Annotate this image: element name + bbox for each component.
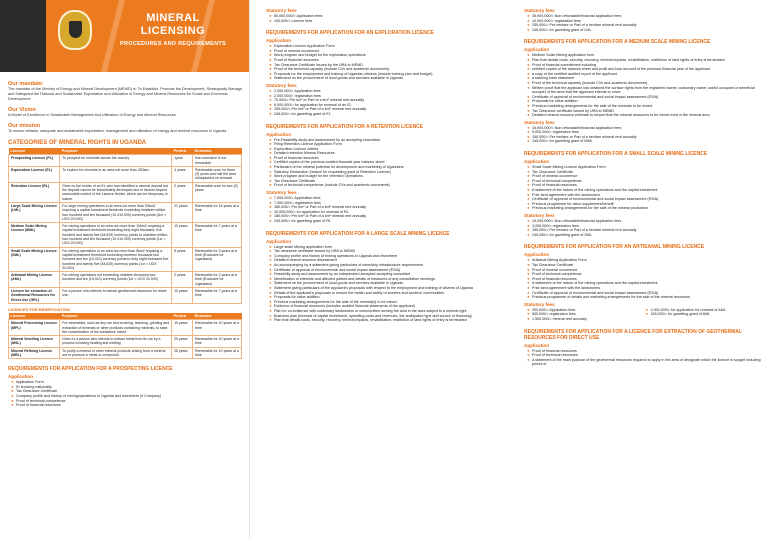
list-item: ❖ Previous marketing arrangements for the sale of the mineral(s) to be mined — [270, 300, 501, 305]
list-item: ❖ Tax clearance certificate issued by URA to MEMD — [270, 249, 501, 254]
large-scale-list — [266, 245, 501, 323]
list-item: ❖ Proof of mineral occurrence — [528, 174, 761, 179]
mandate-heading: Our mandate: — [8, 81, 44, 87]
table-cell: Retention Licence (RL) — [9, 182, 60, 202]
list-item: ❖ Proof of mineral occurrence — [528, 268, 761, 273]
list-item: ❖ Tax Clearance Certificate — [270, 179, 501, 184]
list-item: ❖ Proof of financial resources — [528, 183, 761, 188]
list-item: ❖ Certificate of approval of environmental and social impact assessment (ESIA) — [528, 95, 761, 100]
list-item: ❖ 500,000/= registration fees — [528, 312, 643, 317]
geothermal-list — [524, 349, 761, 367]
table-cell: Mineral Processing Licence (MPL) — [9, 320, 60, 336]
table-cell: 21 years — [172, 202, 193, 222]
large-scale-application-label: Application — [266, 238, 292, 244]
list-item: ❖ Certificate of approval of environmental and social impact assessment (ESIA) — [528, 197, 761, 202]
artisanal-fees-heading: Statutory fees — [524, 301, 555, 307]
table-cell: 2 years — [172, 272, 193, 288]
mission-heading: Our mission — [8, 123, 41, 129]
column-header: Licence — [9, 148, 60, 155]
medium-scale-fees-heading: Statutory fees — [524, 119, 555, 125]
artisanal-list — [524, 258, 761, 299]
list-item: ❖ 3,000,000/= registration fees — [528, 224, 761, 229]
list-item: ❖ 7,000,000/= Application fees — [270, 196, 501, 201]
artisanal-fees-list-left — [524, 308, 643, 322]
list-item: ❖ Pre-Feasibility study and assessment by an accepting consultant — [270, 138, 501, 143]
prospecting-application-label: Application — [8, 374, 34, 380]
table-cell: Mineral Refining Licence (MRL) — [9, 347, 60, 359]
table-cell: Renewable for 2 years at a time (Exclusive for Ugandans) — [193, 272, 242, 288]
table-cell: To prospect for minerals across the country — [60, 155, 172, 167]
retention-application-label: Application — [266, 131, 292, 137]
table-cell: For mining operations in an area not more than 5km2 requiring a capital investment threshold exceeding nineteen thousand four hundred and ten (19,410) currency points to forty eight thousand five hundred and twenty five (48,525) currency points (1cr = UGX 20,000) — [60, 247, 172, 271]
table-cell: Mineral Smelting Licence (MSL) — [9, 336, 60, 348]
list-item: ❖ Proof of technical competence — [528, 179, 761, 184]
table-header-row — [9, 313, 242, 320]
list-item: ❖ 6,000,000/= for application for renewal of an EL — [270, 103, 501, 108]
medium-scale-fees-list — [524, 126, 761, 144]
table-cell: For large mining operations in an area not more than 50km2 requiring a capital investment threshold exceeding nineteen million four hundred and ten thousand (19,410,000) currency points (Ucr = UGX 20,000) — [60, 202, 172, 222]
list-item: ❖ Detailed mineral resource assessment — [270, 258, 501, 263]
table-cell: For mineralists, such as any ore and crushing, leaching, grinding and extraction of minerals or other products containing minerals, to raise the concentration of the substance mined — [60, 320, 172, 336]
small-scale-list — [524, 165, 761, 211]
list-item: ❖ 5,000,000/= registration fees — [528, 130, 761, 135]
list-item: ❖ Work program and budget for the retention Operations — [270, 174, 501, 179]
list-item: ❖ Work program and budget for the exploration operations — [270, 53, 501, 58]
list-item: ❖ Proof of technical competence — [528, 272, 761, 277]
list-item: ❖ Certificate of approval of environmental and social impact assessment (ESIA) — [528, 291, 761, 296]
list-item: ❖ 180,000/= Per km² or Part of a km² mineral rent annually — [270, 205, 501, 210]
categories-table-body — [9, 155, 242, 304]
list-item: ❖ Exploration Licence criteria — [270, 147, 501, 152]
list-item: ❖ Previous programme of details and marketing arrangements for the sale of the mineral resources — [528, 295, 761, 300]
list-item: ❖ Proof of financial resources — [12, 403, 242, 408]
retention-fees-list — [266, 196, 501, 224]
list-item: ❖ Proof of financial resources — [270, 156, 501, 161]
table-cell: For mining operations in an area not more than 10km2 requiring a capital investment threshold exceeding forty eight thousand, five hundred and twenty five (48,525) currency points to nineteen million, four hundred and ten thousand (19,410,000) currency points (1cr = UGX 20,000) — [60, 223, 172, 247]
vision-text: A Model of Excellence in Sustainable Management and Utilization of Energy and Mineral Resources — [8, 113, 176, 117]
table-cell: Licence for extraction of Geothermal Resources for Direct Use (GRL) — [9, 288, 60, 304]
brochure-title: MINERAL LICENSING — [140, 12, 206, 37]
coat-of-arms-icon — [58, 10, 92, 50]
list-item: ❖ Previous programme for value supplement/benefit — [528, 202, 761, 207]
table-cell: Small Scale Mining Licence (SML) — [9, 247, 60, 271]
table-cell: Large Scale Mining Licence (LML) — [9, 202, 60, 222]
list-item: ❖ Tax Clearance certificate issued by URA to MEMD — [528, 109, 761, 114]
list-item: ❖ Proposals for value addition — [528, 99, 761, 104]
list-item: ❖ Proof of the technical capacity (include CVs and academic documents) — [528, 81, 761, 86]
list-item: ❖ Proof of technical competence — [12, 399, 242, 404]
list-item: ❖ Statutory Declaration (reason for requesting grant of Retention Licence) — [270, 170, 501, 175]
list-item: ❖ Application Form — [12, 380, 242, 385]
list-item: ❖ Proof of mineral occurrence — [270, 49, 501, 54]
list-item: ❖ 245,000/= for gazetting grant of LML — [528, 28, 761, 33]
list-item: ❖ Proof of financial resources — [528, 349, 761, 354]
list-item: ❖ Tax Clearance Certificate — [528, 263, 761, 268]
table-cell: Renewable for 10 years at a time — [193, 336, 242, 348]
list-item: ❖ Proof of financial resources — [270, 58, 501, 63]
list-item: ❖ Large scale Mining application form — [270, 245, 501, 250]
table-cell: Renewable for 7 years at a time — [193, 223, 242, 247]
table-row — [9, 202, 242, 222]
list-item: ❖ A statement of the nature of the mining operations and the capital investment — [528, 188, 761, 193]
list-item: ❖ Particulars of the mineral potential for development and marketing of Ugandans — [270, 165, 501, 170]
column-header: Licence — [9, 313, 60, 320]
table-cell: Renewable for 10 years at a time — [193, 320, 242, 336]
column-header: Period — [172, 148, 193, 155]
list-item: ❖ Details of the applicant's proposals to ensure the health and safety of workers and workers' communities — [270, 291, 501, 296]
table-cell: For mining operations not exceeding nineteen thousand four hundred and ten (19,410) currency points (1cr = UGX 20,000) — [60, 272, 172, 288]
table-cell: Medium Scale Mining Licence (MML) — [9, 223, 60, 247]
column-header: Purpose — [60, 313, 172, 320]
list-item: ❖ 7,000,000/= registration fees — [270, 201, 501, 206]
list-item: ❖ Detailed retention Mineral Resources — [270, 151, 501, 156]
mandate-text: The mandate of the Ministry of Energy and Mineral Development (MEMD) is: To Establish, Promote the Development, Strategically Manage and Safeguard the Rational and Sustainable Exploitation and Utilization of Energy and Mineral Resources for Social and Economic Development. — [8, 87, 242, 101]
prospecting-heading: REQUIREMENTS FOR APPLICATION FOR A PROSPECTING LICENCE — [8, 366, 173, 373]
table-cell: 15 years — [172, 320, 193, 336]
list-item: ❖ 245,000/= for gazetting grant of SML — [528, 233, 761, 238]
list-item: ❖ Written proof that the applicant has obtained the surface rights from the registered owner, customary owner, lawful occupant or beneficial occupier of the area that the applicant intends to cover — [528, 86, 761, 95]
list-item: ❖ 10,000,000/= Non-refundable/financial application fees — [528, 219, 761, 224]
table-cell: Given to a person who intends to extract metal from its ore by a process involving heating and melting — [60, 336, 172, 348]
list-item: ❖ 150,000/= Per hectare or Part of a hectare mineral rent annually — [528, 228, 761, 233]
table-cell: To purify a mineral or other mineral products arising from a mineral ore to produce a metal or compound — [60, 347, 172, 359]
table-row — [9, 320, 242, 336]
small-scale-heading: REQUIREMENTS FOR APPLICATION FOR A SMALL SCALE MINING LICENCE — [524, 151, 708, 158]
table-cell: 5 years — [172, 247, 193, 271]
list-item: ❖ Tax Clearance Certificate — [12, 389, 242, 394]
list-item: ❖ 100,000/= Licence fees — [270, 19, 501, 24]
list-item: ❖ A statement of the nature of the mining operations and the capital investment — [528, 281, 761, 286]
list-item: ❖ Proof of financial resources — [528, 277, 761, 282]
table-cell: Prospecting Licence (PL) — [9, 155, 60, 167]
large-scale-fees-list — [524, 14, 761, 32]
panel-middle — [258, 0, 508, 539]
list-item: ❖ Statement on the procurement of local goods and services available in Uganda — [270, 281, 501, 286]
list-item: ❖ 245,000/= for gazetting grant of RL — [270, 219, 501, 224]
table-row — [9, 336, 242, 348]
table-row — [9, 247, 242, 271]
column-header: Period — [172, 313, 193, 320]
list-item: ❖ 245,000/= for gazetting grant of EL — [270, 112, 501, 117]
list-item: ❖ Proof of technical competence (include CVs and academic documents) — [270, 183, 501, 188]
column-header: Remarks — [193, 313, 242, 320]
list-item: ❖ Feasibility study and assessment by an independent accepted accepting consultant — [270, 272, 501, 277]
list-item: ❖ Detailed mineral resource estimate to ensure that the mineral resources to be mined exist in the mineral area — [528, 113, 761, 118]
list-item: ❖ Statement on the procurement of local goods and services available in Uganda — [270, 76, 501, 81]
list-item: ❖ 200,000/= Application fees — [528, 308, 643, 313]
list-item: ❖ a copy of the certified audited report of the applicant — [528, 72, 761, 77]
list-item: ❖ 10,000,000/= for application for renewal of RL — [270, 210, 501, 215]
banner-dark-strip — [0, 0, 46, 72]
table-cell: 1year — [172, 155, 193, 167]
list-item: ❖ Medium Scale Mining application form — [528, 53, 761, 58]
list-item: ❖ Business plan (forecast of capital investment, operating costs and revenues, the anticipated type and source of financing) — [270, 314, 501, 319]
list-item: ❖ Identification of interests and affected parties and details of measures of any consultation meetings — [270, 277, 501, 282]
retention-heading: REQUIREMENTS FOR APPLICATION FOR A RETENTION LICENCE — [266, 123, 424, 130]
small-scale-fees-list — [524, 219, 761, 237]
list-item: ❖ 2,000,000/= Application fees — [270, 89, 501, 94]
beneficiation-heading: LICENCES FOR BENEFICIATION — [8, 306, 70, 312]
list-item: ❖ Exploration Licence Application Form — [270, 44, 501, 49]
list-item: ❖ Previous marketing arrangements for the sale of the minerals to be mined — [528, 104, 761, 109]
list-item: ❖ A statement of the main purpose of the geothermal resources required to apply in the area of designate which the licence is sought including period of — [528, 358, 761, 367]
table-cell: 4 years — [172, 166, 193, 182]
list-item: ❖ Proposals for the employment and training of Ugandan citizens (include training plan and budget) — [270, 72, 501, 77]
list-item: ❖ certified copies of the balance sheet and profit and loss account of the previous financial year of the applicant — [528, 67, 761, 72]
table-cell: Given to the holder of an EL who has identified a mineral deposit but the deposit cannot be immediately developed due to factors beyond reasonable control of the Licence Holder, which can be temporary in nature. — [60, 182, 172, 202]
list-item: ❖ Company profile and history of mining operations in Uganda and elsewhere — [270, 254, 501, 259]
panel-left — [0, 0, 250, 539]
table-cell: Renewable once for two (2) years — [193, 182, 242, 202]
large-scale-heading: REQUIREMENTS FOR APPLICATION FOR A LARGE SCALE MINING LICENCE — [266, 230, 450, 237]
licence-categories-table — [8, 148, 242, 304]
list-item: ❖ Plan that details costs, security, recovery, mineral impacts, rehabilitation, restitution of land rights of entry is terminated — [528, 58, 761, 63]
table-cell: Renewable once for three (3) years and half the area relinquished on renewal — [193, 166, 242, 182]
table-cell: For a person who intends to extract geothermal resources for direct use. — [60, 288, 172, 304]
brochure-subtitle: PROCEDURES AND REQUIREMENTS — [120, 41, 226, 47]
list-item: ❖ 70,000/= Per km² or Part of a km² mineral rent annually — [270, 98, 501, 103]
exploration-list — [266, 44, 501, 81]
geothermal-application-label: Application — [524, 342, 550, 348]
table-cell: To explore for minerals in an area not more than 250km² — [60, 166, 172, 182]
table-cell: Renewable for 10 years at a time — [193, 347, 242, 359]
artisanal-application-label: Application — [524, 252, 550, 258]
panel-right — [516, 0, 768, 539]
exploration-fees-list — [266, 89, 501, 117]
table-cell: Artisanal Mining Licence (AML) — [9, 272, 60, 288]
artisanal-fees — [524, 308, 761, 322]
column-header: Remarks — [193, 148, 242, 155]
table-row — [9, 155, 242, 167]
intro-section — [0, 72, 249, 408]
table-row — [9, 272, 242, 288]
list-item: ❖ Proof of the technical capacity (include CVs and academic documents) — [270, 67, 501, 72]
list-item: ❖ Plan for co-existence with customary landowners or communities owning the land in the area subject to a mineral right — [270, 309, 501, 314]
list-item: ❖ 15,000,000/= Non-refundable/financial application fees — [528, 126, 761, 131]
list-item: ❖ 180,000/= Per km² or Part of a km² mineral rent annually — [270, 214, 501, 219]
table-row — [9, 166, 242, 182]
list-item: ❖ 35,000,000/= Non-refundable/financial application fees — [528, 14, 761, 19]
list-item: ❖ Prior land agreement with the landowners — [528, 193, 761, 198]
list-item: ❖ Proposals for value addition — [270, 295, 501, 300]
exploration-fees-heading: Statutory fees — [266, 82, 297, 88]
table-row — [9, 182, 242, 202]
prospecting-list — [8, 380, 242, 408]
prospecting-fees-heading: Statutory fees — [266, 8, 297, 13]
list-item: ❖ 10,000,000/= registration fees — [528, 19, 761, 24]
large-scale-fees-heading: Statutory fees — [524, 8, 555, 13]
list-item: ❖ Statement giving particulars of the applicant's proposals with respect to the employment and training of citizens of Uganda — [270, 286, 501, 291]
list-item: ❖ Tax Clearance Certificate — [528, 170, 761, 175]
table-header-row — [9, 148, 242, 155]
list-item: ❖ Artisanal Mining Application Form — [528, 258, 761, 263]
table-cell: Renewable for 3 years at a time (Exclusive for Ugandans) — [193, 247, 242, 271]
medium-scale-application-label: Application — [524, 47, 550, 53]
exploration-application-label: Application — [266, 38, 292, 44]
artisanal-heading: REQUIREMENTS FOR APPLICATION FOR AN ARTISANAL MINING LICENCE — [524, 244, 705, 251]
table-cell: Exploration Licence (EL) — [9, 166, 60, 182]
table-cell: Renewable for 7 years at a time — [193, 288, 242, 304]
medium-scale-list — [524, 53, 761, 117]
medium-scale-heading: REQUIREMENTS FOR APPLICATION FOR A MEDIUM SCALE MINING LICENCE — [524, 39, 711, 46]
list-item: ❖ An accompanying by a statement giving particulars of mine/ship infrastructure requirements — [270, 263, 501, 268]
list-item: ❖ 1,500,000/= mineral rent annually — [528, 317, 643, 322]
list-item: ❖ Prior land agreement with the landowners — [528, 286, 761, 291]
vision-heading: Our Vision — [8, 107, 36, 113]
list-item: ❖ 250,000/= Per hectare or Part of a hectare mineral rent annually — [528, 23, 761, 28]
table-cell: 10 years — [172, 223, 193, 247]
list-item: ❖ 2,000,000/= for application for renewal of AML — [647, 308, 762, 313]
table-row — [9, 347, 242, 359]
list-item: ❖ 150,000/= Per hectare or Part of a hectare mineral rent annually — [528, 135, 761, 140]
small-scale-application-label: Application — [524, 159, 550, 165]
geothermal-heading: REQUIREMENTS FOR APPLICATION FOR A LICENCE FOR EXTRACTION OF GEOTHERMAL RESOURCES FOR DIRECT USE — [524, 328, 742, 341]
table-cell: 2 years — [172, 182, 193, 202]
table-cell: Non-exclusive & not renewable — [193, 155, 242, 167]
mission-text: To ensure reliable, adequate and sustainable exploitation, management and utilization of energy and mineral resources in Uganda — [8, 129, 227, 133]
brochure-banner — [0, 0, 249, 72]
beneficiation-table-body — [9, 320, 242, 359]
small-scale-fees-heading: Statutory fees — [524, 213, 555, 218]
list-item: ❖ Filing Retention Licence Application Form — [270, 142, 501, 147]
retention-fees-heading: Statutory fees — [266, 190, 297, 196]
list-item: ❖ Proof of technical resources — [528, 353, 761, 358]
list-item: ❖ Evidence of financial resources (includes audited financial statements of the applicant) — [270, 304, 501, 309]
list-item: ❖ Company profile and history of mining/operations in Uganda and elsewhere (if Company) — [12, 394, 242, 399]
list-item: ❖ Tax Clearance Certificate issued by the URA to MEMD — [270, 63, 501, 68]
list-item: ❖ Certificate of approval of environmental and social impact assessment (ESIA) — [270, 268, 501, 273]
table-row — [9, 288, 242, 304]
beneficiation-table — [8, 313, 242, 359]
list-item: ❖ 80,000,000/= Application fees — [270, 14, 501, 19]
retention-list — [266, 138, 501, 189]
categories-heading: CATEGORIES OF MINERAL RIGHTS IN UGANDA — [8, 140, 147, 146]
list-item: ❖ ID showing nationality — [12, 385, 242, 390]
list-item: ❖ a banking bank statement — [528, 76, 761, 81]
list-item: ❖ Previous marketing arrangements for the sale of the mineral production — [528, 206, 761, 211]
list-item: ❖ Plan that details costs, security, recovery, mineral impacts, rehabilitation, restitution of land rights of entry is terminated — [270, 318, 501, 323]
table-cell: 25 years — [172, 336, 193, 348]
list-item: ❖ Certified copies of the previous audited financial year balance sheet — [270, 160, 501, 165]
table-cell: 10 years — [172, 288, 193, 304]
column-header: Purpose — [60, 148, 172, 155]
list-item: ❖ 2,000,000/= registration fees — [270, 94, 501, 99]
list-item: ❖ 245,000/= for gazetting grant of AML — [647, 312, 762, 317]
artisanal-fees-list-right — [643, 308, 762, 322]
exploration-heading: REQUIREMENTS FOR APPLICATION FOR AN EXPLORATION LICENCE — [266, 30, 434, 37]
table-row — [9, 223, 242, 247]
table-cell: 25 years — [172, 347, 193, 359]
list-item: ❖ 245,000/= for gazetting grant of MML — [528, 139, 761, 144]
table-cell: Renewable for 15 years at a time — [193, 202, 242, 222]
list-item: ❖ Proof of financial commitment including — [528, 63, 761, 68]
list-item: ❖ 150,000/= Per km² or Part of a km² mineral rent annually — [270, 107, 501, 112]
list-item: ❖ Small Scale Mining Licence Application Form — [528, 165, 761, 170]
prospecting-fees-list — [266, 14, 501, 23]
